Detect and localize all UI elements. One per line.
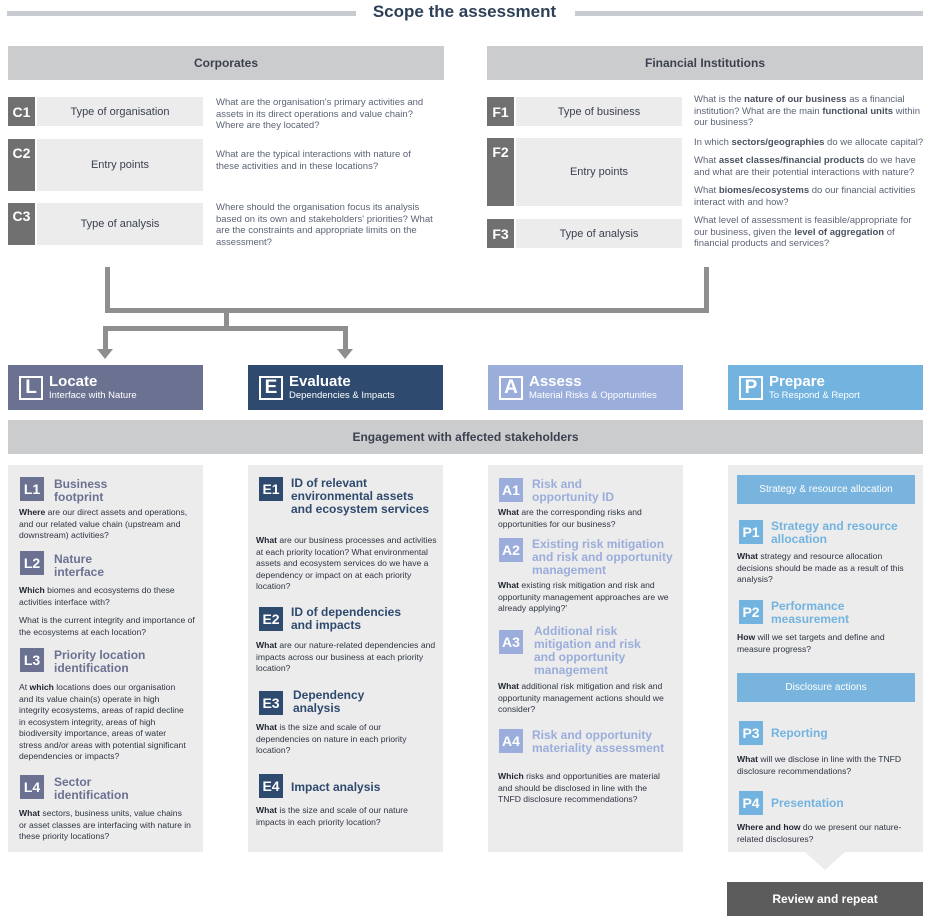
financial-header: Financial Institutions <box>487 46 923 80</box>
question-f2-a: In which sectors/geographies do we allocate capital? <box>694 137 924 148</box>
code-l1: L1 <box>20 477 44 501</box>
title-e4: Impact analysis <box>291 780 381 794</box>
code-p3: P3 <box>739 721 763 745</box>
text-a3: What additional risk mitigation and risk and opportunity management actions should we consider? <box>498 681 664 714</box>
phase-title-assess: Assess <box>529 372 582 390</box>
label-f2: Entry points <box>516 138 682 206</box>
title-e3: Dependency analysis <box>293 688 365 715</box>
title-l1: Business footprint <box>54 477 108 504</box>
title-p2: Performance measurement <box>771 599 850 626</box>
label-c3: Type of analysis <box>37 203 203 245</box>
phase-sub-locate: Interface with Nature <box>49 389 137 401</box>
phase-sub-assess: Material Risks & Opportunities <box>529 389 657 401</box>
question-f2-b: What asset classes/financial products do we have and what are their potential interactions with nature? <box>694 155 916 178</box>
text-e4: What is the size and scale of our nature impacts in each priority location? <box>256 805 408 827</box>
phase-locate <box>8 365 203 410</box>
code-p2: P2 <box>739 600 763 624</box>
code-c1: C1 <box>8 97 35 126</box>
text-p1: What strategy and resource allocation decisions should be made as a result of this analysis? <box>737 551 904 584</box>
text-l2b: What is the current integrity and importance of the ecosystems at each location? <box>19 615 195 637</box>
arrow-to-locate-icon <box>97 349 113 359</box>
code-f2: F2 <box>487 138 514 206</box>
question-f3: What level of assessment is feasible/appropriate for our business, given the level of aggregation of financial products and services? <box>694 215 912 249</box>
connector-to-evaluate <box>343 326 348 350</box>
title-l2: Nature interface <box>54 552 105 579</box>
phase-evaluate <box>248 365 443 410</box>
phase-title-evaluate: Evaluate <box>289 372 351 390</box>
code-p4: P4 <box>739 791 763 815</box>
code-p1: P1 <box>739 520 763 544</box>
code-e2: E2 <box>259 607 283 631</box>
phase-sub-prepare: To Respond & Report <box>769 389 860 401</box>
title-p4: Presentation <box>771 796 844 810</box>
engagement-bar: Engagement with affected stakeholders <box>8 420 923 454</box>
prepare-chevron-icon <box>805 852 845 870</box>
text-l3: At which locations does our organisation and its value chain(s) operate in high integrity ecosystems, areas of rapid decline in ecosystem integrity, areas of high biodiversity importance, areas of water stress and/or areas with potential significant dependencies or impacts? <box>19 682 186 761</box>
title-l4: Sector identification <box>54 775 129 802</box>
label-c1: Type of organisation <box>37 97 203 126</box>
title-e1: ID of relevant environmental assets and ecosystem services <box>291 476 430 516</box>
connector-to-locate <box>103 326 108 350</box>
arrow-to-evaluate-icon <box>337 349 353 359</box>
title-p3: Reporting <box>771 726 828 740</box>
corporates-header: Corporates <box>8 46 444 80</box>
title-a2: Existing risk mitigation and risk and opportunity management <box>532 537 673 577</box>
connector-horizontal <box>105 308 709 313</box>
title-p1: Strategy and resource allocation <box>771 519 898 546</box>
text-l2a: Which biomes and ecosystems do these activities interface with? <box>19 585 175 607</box>
title-a3: Additional risk mitigation and risk and opportunity management <box>534 624 641 677</box>
code-e1: E1 <box>259 477 283 501</box>
code-e4: E4 <box>259 774 283 798</box>
text-p3: What will we disclose in line with the TNFD disclosure recommendations? <box>737 754 902 776</box>
code-a1: A1 <box>499 478 523 502</box>
phase-prepare <box>728 365 923 410</box>
connector-right-vertical <box>704 267 709 312</box>
code-f3: F3 <box>487 219 514 248</box>
page-title: Scope the assessment <box>372 2 557 21</box>
text-l1: Where are our direct assets and operations, and our related value chain (upstream and downstream) activities? <box>19 507 188 540</box>
connector-left-vertical <box>105 267 110 312</box>
review-repeat-box: Review and repeat <box>727 882 923 916</box>
strategy-allocation-box: Strategy & resource allocation <box>737 475 915 504</box>
text-e3: What is the size and scale of our dependencies on nature in each priority location? <box>256 722 407 755</box>
title-l3: Priority location identification <box>54 648 146 675</box>
text-p2: How will we set targets and define and measure progress? <box>737 632 885 654</box>
phase-assess <box>488 365 683 410</box>
title-a4: Risk and opportunity materiality assessment <box>532 728 665 755</box>
text-e1: What are our business processes and activities at each priority location? What environmental assets and ecosystem services do we have a dependency or impact on at each priority location? <box>256 535 437 591</box>
code-a2: A2 <box>499 538 523 562</box>
code-c3: C3 <box>8 203 35 245</box>
question-c3: Where should the organisation focus its analysis based on its own and stakeholders' priorities? What are the constraints and appropriate limits on the assessment? <box>216 202 433 248</box>
text-e2: What are our nature-related dependencies and impacts across our business at each priority location? <box>256 640 436 673</box>
text-a2: What existing risk mitigation and risk and opportunity management approaches are we already applying?' <box>498 580 669 613</box>
title-a1: Risk and opportunity ID <box>532 477 614 504</box>
label-c2: Entry points <box>37 139 203 191</box>
label-f1: Type of business <box>516 97 682 126</box>
question-f2-c: What biomes/ecosystems do our financial activities interact with and how? <box>694 185 916 208</box>
disclosure-actions-box: Disclosure actions <box>737 673 915 702</box>
code-c2: C2 <box>8 139 35 191</box>
phase-title-prepare: Prepare <box>769 372 825 390</box>
label-f3: Type of analysis <box>516 219 682 248</box>
phase-sub-evaluate: Dependencies & Impacts <box>289 389 395 401</box>
question-f1: What is the nature of our business as a financial institution? What are the main functional units within our business? <box>694 94 920 128</box>
phase-letter-e: E <box>259 376 283 400</box>
phase-letter-a: A <box>499 376 523 400</box>
code-f1: F1 <box>487 97 514 126</box>
text-p4: Where and how do we present our nature-related disclosures? <box>737 822 902 844</box>
question-c2: What are the typical interactions with nature of these activities and in these locations? <box>216 149 411 172</box>
code-e3: E3 <box>259 691 283 715</box>
title-e2: ID of dependencies and impacts <box>291 605 402 632</box>
code-a4: A4 <box>499 729 523 753</box>
code-l4: L4 <box>20 775 44 799</box>
code-l3: L3 <box>20 648 44 672</box>
phase-letter-p: P <box>739 376 763 400</box>
text-a1: What are the corresponding risks and opportunities for our business? <box>498 507 642 529</box>
text-l4: What sectors, business units, value chains or asset classes are interfacing with nature in these priority locations? <box>19 808 191 841</box>
text-a4: Which risks and opportunities are material and should be disclosed in line with the TNFD disclosure recommendations? <box>498 771 660 804</box>
code-l2: L2 <box>20 551 44 575</box>
connector-split <box>103 326 348 331</box>
phase-letter-l: L <box>19 376 43 400</box>
question-c1: What are the organisation's primary activities and assets in its direct operations and value chain? Where are they located? <box>216 97 424 131</box>
phase-title-locate: Locate <box>49 372 98 390</box>
code-a3: A3 <box>499 630 523 654</box>
